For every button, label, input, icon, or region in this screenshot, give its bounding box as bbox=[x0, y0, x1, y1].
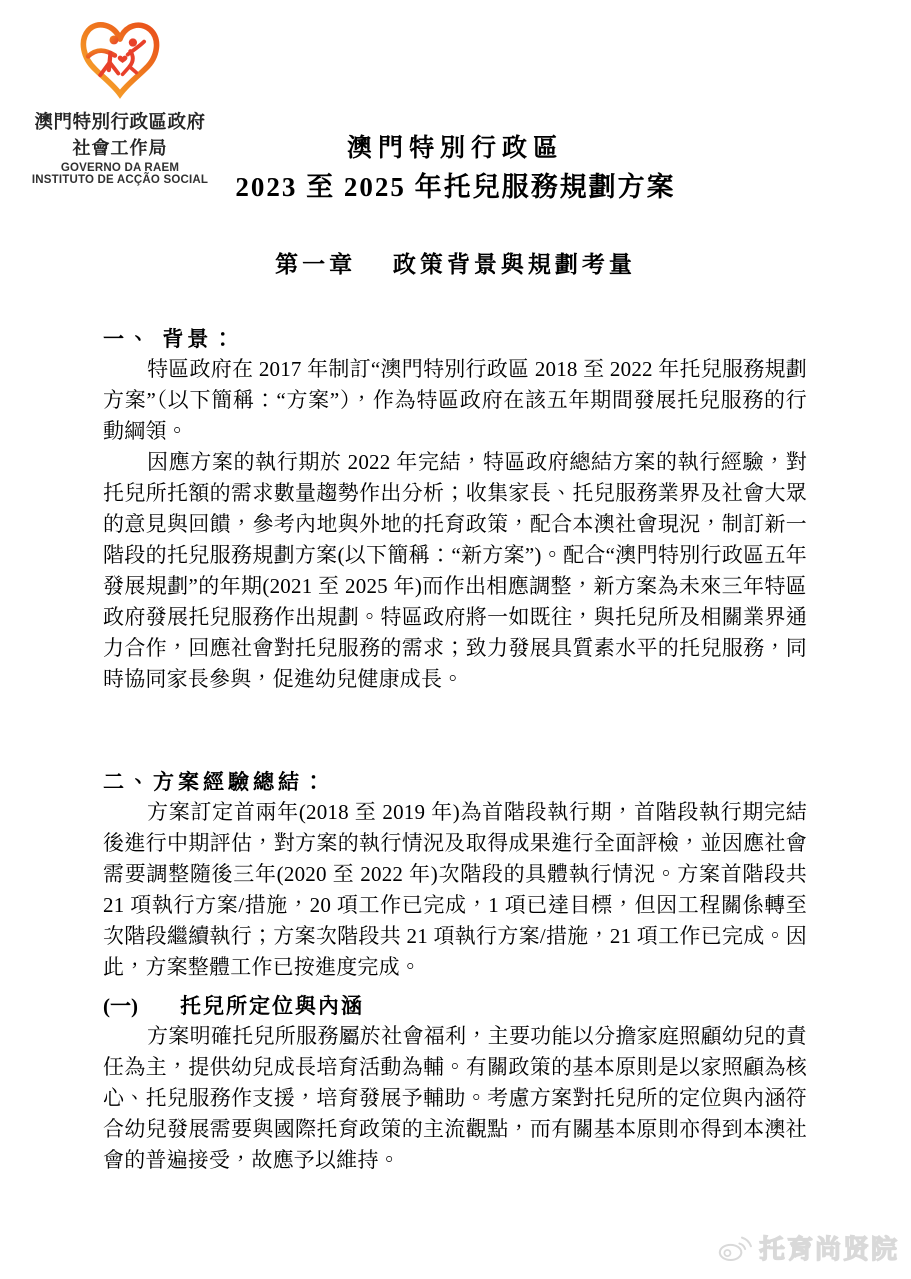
watermark bbox=[716, 1229, 899, 1266]
title-line1: 澳門特別行政區 bbox=[346, 135, 564, 162]
subsection-number: (一) bbox=[103, 994, 138, 1018]
title-line2: 2023 至 2025 年托兒服務規劃方案 bbox=[235, 172, 676, 202]
org-name-zh-line2: 社會工作局 bbox=[72, 138, 168, 158]
org-name-pt-line1: GOVERNO DA RAEM bbox=[60, 162, 180, 174]
watermark-text: 托育尚贤院 bbox=[758, 1234, 899, 1264]
paragraph: 方案訂定首兩年(2018 至 2019 年)為首階段執行期，首階段執行期完結後進行中期評估，對方案的執行情況及取得成果進行全面評檢，並因應社會需要調整隨後三年(2020 至 2022 年)次階段的具體執行情況。方案首階段共 21 項執行方案/措施，20 項工作已完成，1 項已達目標，但因工程關係轉至次階段繼續執行；方案次階段共 21 項執行方案/措施，21 項工作已完成。因此，方案整體工作已按進度完成。 bbox=[103, 800, 807, 979]
section-heading-summary: 二、方案經驗總結： bbox=[103, 770, 328, 794]
ias-heart-logo-icon bbox=[77, 16, 163, 100]
org-name-pt-line2: INSTITUTO DE ACÇÃO SOCIAL bbox=[31, 174, 209, 186]
paragraph: 因應方案的執行期於 2022 年完結，特區政府總結方案的執行經驗，對托兒所托額的需求數量趨勢作出分析；收集家長、托兒服務業界及社會大眾的意見與回饋，參考內地與外地的托育政策，配合本澳社會現況，制訂新一階段的托兒服務規劃方案(以下簡稱：“新方案”)。配合“澳門特別行政區五年發展規劃”的年期(2021 至 2025 年)而作出相應調整，新方案為未來三年特區政府發展托兒服務作出規劃。特區政府將一如既往，與托兒所及相關業界通力合作，回應社會對托兒服務的需求；致力發展具質素水平的托兒服務，同時協同家長參與，促進幼兒健康成長。 bbox=[103, 450, 807, 691]
paragraph: 特區政府在 2017 年制訂“澳門特別行政區 2018 至 2022 年托兒服務規劃方案”（以下簡稱：“方案”），作為特區政府在該五年期間發展托兒服務的行動綱領。 bbox=[103, 357, 807, 443]
paragraph: 方案明確托兒所服務屬於社會福利，主要功能以分擔家庭照顧幼兒的責任為主，提供幼兒成長培育活動為輔。有關政策的基本原則是以家照顧為核心、托兒服務作支援，培育發展予輔助。考慮方案對托兒所的定位與內涵符合幼兒發展需要與國際托育政策的主流觀點，而有關基本原則亦得到本澳社會的普遍接受，故應予以維持。 bbox=[103, 1024, 807, 1172]
chapter-heading: 第一章 政策背景與規劃考量 bbox=[275, 252, 636, 277]
section-heading-background: 一、 背景： bbox=[103, 327, 238, 351]
document-body bbox=[0, 325, 911, 1176]
subsection-title: 托兒所定位與內涵 bbox=[180, 994, 364, 1018]
weibo-icon bbox=[716, 1232, 754, 1264]
org-name-zh-line1: 澳門特別行政區政府 bbox=[34, 111, 206, 132]
subsection-heading bbox=[103, 992, 807, 1021]
org-logo-block bbox=[28, 16, 212, 186]
